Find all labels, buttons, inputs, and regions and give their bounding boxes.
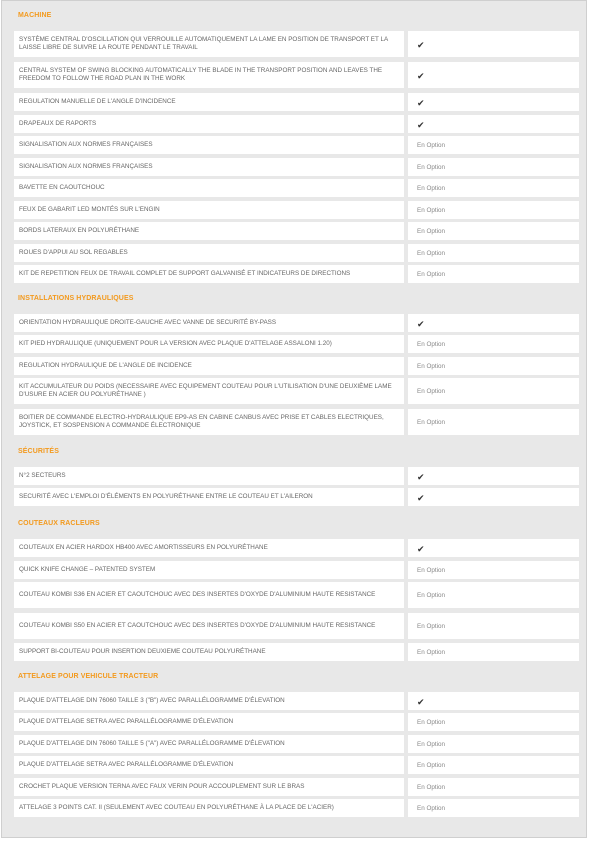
spec-value-cell — [408, 179, 579, 197]
spec-value-cell — [408, 201, 579, 219]
spec-label: ROUES D'APPUI AU SOL REGABLES — [14, 244, 404, 262]
spec-label: KIT DE REPETITION FEUX DE TRAVAIL COMPLET DE SUPPORT GALVANISÉ ET INDICATEURS DE DIRECTIONS — [14, 265, 404, 283]
spec-label: PLAQUE D'ATTELAGE SETRA AVEC PARALLÉLOGRAMME D'ÉLEVATION — [14, 713, 404, 731]
spec-label: DRAPEAUX DE RAPORTS — [14, 115, 404, 133]
spec-value-cell — [408, 692, 579, 710]
spec-value-cell — [408, 467, 579, 485]
option-text: En Option — [417, 761, 446, 769]
spec-label: SIGNALISATION AUX NORMES FRANÇAISES — [14, 158, 404, 176]
spec-value-cell — [408, 582, 579, 608]
spec-row — [14, 115, 579, 133]
spec-value-cell — [408, 488, 579, 506]
spec-row — [14, 378, 579, 404]
spec-row — [14, 357, 579, 375]
option-text: En Option — [417, 566, 446, 574]
checkmark-icon: ✔ — [417, 40, 425, 50]
option-text: En Option — [417, 270, 446, 278]
spec-value-cell — [408, 31, 579, 57]
spec-value-cell — [408, 409, 579, 435]
spec-row — [14, 488, 579, 506]
spec-row — [14, 735, 579, 753]
spec-value-cell — [408, 93, 579, 111]
spec-row — [14, 222, 579, 240]
spec-label: REGULATION MANUELLE DE L'ANGLE D'INCIDENCE — [14, 93, 404, 111]
spec-row — [14, 613, 579, 639]
spec-label: CROCHET PLAQUE VERSION TERNA AVEC FAUX VERIN POUR ACCOUPLEMENT SUR LE BRAS — [14, 778, 404, 796]
option-text: En Option — [417, 418, 446, 426]
spec-row — [14, 335, 579, 353]
spec-label: SUPPORT BI-COUTEAU POUR INSERTION DEUXIEME COUTEAU POLYURÉTHANE — [14, 643, 404, 661]
option-text: En Option — [417, 622, 446, 630]
spec-label: SIGNALISATION AUX NORMES FRANÇAISES — [14, 136, 404, 154]
spec-value-cell — [408, 115, 579, 133]
section-title-attelage-pour-vehicule-tracteur: ATTELAGE POUR VEHICULE TRACTEUR — [18, 673, 159, 680]
spec-label: BORDS LATERAUX EN POLYURÉTHANE — [14, 222, 404, 240]
spec-value-cell — [408, 265, 579, 283]
checkmark-icon: ✔ — [417, 472, 425, 482]
option-text: En Option — [417, 804, 446, 812]
spec-value-cell — [408, 357, 579, 375]
spec-row — [14, 799, 579, 817]
spec-row — [14, 409, 579, 435]
spec-label: PLAQUE D'ATTELAGE DIN 76060 TAILLE 3 ("B") AVEC PARALLÉLOGRAMME D'ÉLEVATION — [14, 692, 404, 710]
spec-row — [14, 93, 579, 111]
spec-value-cell — [408, 756, 579, 774]
spec-row — [14, 62, 579, 88]
spec-label: FEUX DE GABARIT LED MONTÉS SUR L'ENGIN — [14, 201, 404, 219]
spec-value-cell — [408, 561, 579, 579]
spec-label: COUTEAU KOMBI S36 EN ACIER ET CAOUTCHOUC AVEC DES INSERTES D'OXYDE D'ALUMINIUM HAUTE RESISTANCE — [14, 582, 404, 608]
option-text: En Option — [417, 163, 446, 171]
spec-label: PLAQUE D'ATTELAGE SETRA AVEC PARALLÉLOGRAMME D'ÉLEVATION — [14, 756, 404, 774]
spec-label: BAVETTE EN CAOUTCHOUC — [14, 179, 404, 197]
checkmark-icon: ✔ — [417, 544, 425, 554]
spec-row — [14, 561, 579, 579]
spec-row — [14, 713, 579, 731]
spec-label: COUTEAUX EN ACIER HARDOX HB400 AVEC AMORTISSEURS EN POLYURÉTHANE — [14, 539, 404, 557]
spec-label: REGULATION HYDRAULIQUE DE L'ANGLE DE INCIDENCE — [14, 357, 404, 375]
option-text: En Option — [417, 740, 446, 748]
option-text: En Option — [417, 227, 446, 235]
option-text: En Option — [417, 184, 446, 192]
section-title-machine: MACHINE — [18, 12, 52, 19]
checkmark-icon: ✔ — [417, 493, 425, 503]
spec-value-cell — [408, 799, 579, 817]
spec-label: ATTELAGE 3 POINTS CAT. II (SEULEMENT AVEC COUTEAU EN POLYURÉTHANE À LA PLACE DE L'ACIER) — [14, 799, 404, 817]
checkmark-icon: ✔ — [417, 697, 425, 707]
spec-value-cell — [408, 378, 579, 404]
spec-label: PLAQUE D'ATTELAGE DIN 76060 TAILLE 5 ("A") AVEC PARALLÉLOGRAMME D'ÉLEVATION — [14, 735, 404, 753]
spec-label: KIT PIED HYDRAULIQUE (UNIQUEMENT POUR LA VERSION AVEC PLAQUE D'ATTELAGE ASSALONI 1.20) — [14, 335, 404, 353]
spec-row — [14, 31, 579, 57]
option-text: En Option — [417, 249, 446, 257]
spec-value-cell — [408, 244, 579, 262]
spec-label: COUTEAU KOMBI S50 EN ACIER ET CAOUTCHOUC AVEC DES INSERTES D'OXYDE D'ALUMINIUM HAUTE RESISTANCE — [14, 613, 404, 639]
spec-value-cell — [408, 335, 579, 353]
spec-row — [14, 201, 579, 219]
spec-value-cell — [408, 136, 579, 154]
spec-value-cell — [408, 314, 579, 332]
option-text: En Option — [417, 718, 446, 726]
checkmark-icon: ✔ — [417, 120, 425, 130]
spec-row — [14, 179, 579, 197]
spec-label: N°2 SECTEURS — [14, 467, 404, 485]
option-text: En Option — [417, 340, 446, 348]
spec-value-cell — [408, 713, 579, 731]
section-title-s-curit-s: SÉCURITÉS — [18, 448, 59, 455]
section-title-couteaux-racleurs: COUTEAUX RACLEURS — [18, 520, 100, 527]
option-text: En Option — [417, 141, 446, 149]
option-text: En Option — [417, 648, 446, 656]
spec-value-cell — [408, 778, 579, 796]
spec-label: SYSTÈME CENTRAL D'OSCILLATION QUI VERROUILLE AUTOMATIQUEMENT LA LAME EN POSITION DE TRANSPORT ET LA LAISSE LIBRE DE SUIVRE LA ROUTE PENDANT LE TRAVAIL — [14, 31, 404, 57]
spec-row — [14, 314, 579, 332]
spec-row — [14, 582, 579, 608]
spec-row — [14, 643, 579, 661]
spec-row — [14, 265, 579, 283]
spec-label: SECURITÉ AVEC L'EMPLOI D'ÉLÉMENTS EN POLYURÉTHANE ENTRE LE COUTEAU ET L'AILERON — [14, 488, 404, 506]
spec-row — [14, 244, 579, 262]
option-text: En Option — [417, 206, 446, 214]
spec-row — [14, 467, 579, 485]
spec-value-cell — [408, 222, 579, 240]
checkmark-icon: ✔ — [417, 71, 425, 81]
option-text: En Option — [417, 591, 446, 599]
spec-sheet — [1, 0, 587, 838]
spec-row — [14, 539, 579, 557]
spec-value-cell — [408, 735, 579, 753]
spec-value-cell — [408, 613, 579, 639]
spec-row — [14, 692, 579, 710]
spec-label: KIT ACCUMULATEUR DU POIDS (NECESSAIRE AVEC EQUIPEMENT COUTEAU POUR L'UTILISATION D'UNE DEUXIÈME LAME D'USURE EN ACIER OU POLYURÉTHANE ) — [14, 378, 404, 404]
spec-row — [14, 778, 579, 796]
checkmark-icon: ✔ — [417, 98, 425, 108]
spec-label: ORIENTATION HYDRAULIQUE DROITE-GAUCHE AVEC VANNE DE SECURITÉ BY-PASS — [14, 314, 404, 332]
spec-value-cell — [408, 539, 579, 557]
spec-row — [14, 158, 579, 176]
spec-row — [14, 756, 579, 774]
section-title-installations-hydrauliques: INSTALLATIONS HYDRAULIQUES — [18, 295, 134, 302]
option-text: En Option — [417, 783, 446, 791]
spec-value-cell — [408, 158, 579, 176]
spec-value-cell — [408, 643, 579, 661]
spec-row — [14, 136, 579, 154]
spec-label: CENTRAL SYSTEM OF SWING BLOCKING AUTOMATICALLY THE BLADE IN THE TRANSPORT POSITION AND LEAVES THE FREEDOM TO FOLLOW THE ROAD PLAN IN THE WORK — [14, 62, 404, 88]
spec-value-cell — [408, 62, 579, 88]
option-text: En Option — [417, 362, 446, 370]
checkmark-icon: ✔ — [417, 319, 425, 329]
option-text: En Option — [417, 387, 446, 395]
spec-label: BOITIER DE COMMANDE ELECTRO-HYDRAULIQUE EP9-AS EN CABINE CANBUS AVEC PRISE ET CABLES ELECTRIQUES, JOYSTICK, ET SOSPENSION A COMMANDE ÉLECTRONIQUE — [14, 409, 404, 435]
spec-label: QUICK KNIFE CHANGE – PATENTED SYSTEM — [14, 561, 404, 579]
